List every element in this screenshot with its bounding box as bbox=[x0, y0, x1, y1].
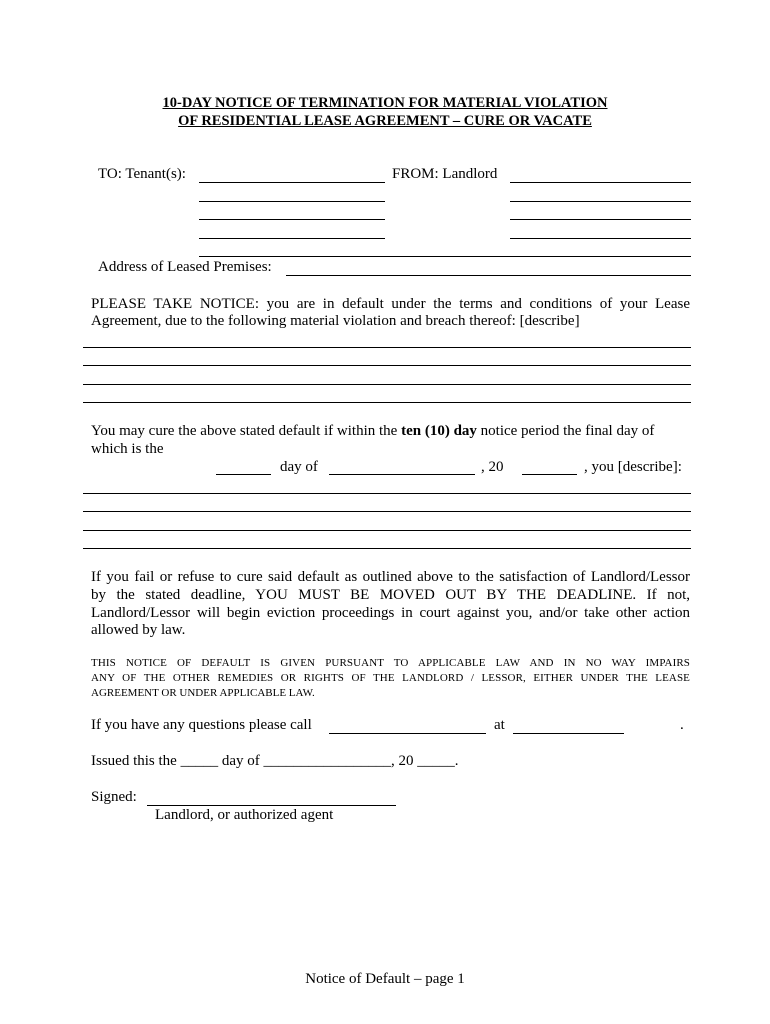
cure-suffix: notice period the final day of bbox=[480, 423, 655, 439]
cure-month-blank[interactable] bbox=[329, 474, 475, 475]
document-title-line-1: 10-DAY NOTICE OF TERMINATION FOR MATERIAL VIOLATION bbox=[162, 95, 608, 111]
failure-line-4: allowed by law. bbox=[91, 622, 186, 638]
cure-year-blank[interactable] bbox=[522, 474, 577, 475]
violation-line-3[interactable] bbox=[83, 384, 691, 385]
violation-line-1[interactable] bbox=[83, 347, 691, 348]
tenant-name-line-1[interactable] bbox=[199, 182, 385, 183]
questions-period: . bbox=[680, 717, 684, 733]
cure-day-of-label: day of bbox=[280, 459, 318, 475]
cure-describe-line-1[interactable] bbox=[83, 493, 691, 494]
cure-describe-line-4[interactable] bbox=[83, 548, 691, 549]
cure-prefix: You may cure the above stated default if within the bbox=[91, 423, 398, 439]
disclaimer-line-1: THIS NOTICE OF DEFAULT IS GIVEN PURSUANT TO APPLICABLE LAW AND IN NO WAY IMPAIRS bbox=[91, 657, 690, 669]
notice-line-1: PLEASE TAKE NOTICE: you are in default under the terms and conditions of your Lease bbox=[91, 296, 690, 312]
signature-line[interactable] bbox=[147, 805, 396, 806]
failure-line-1: If you fail or refuse to cure said default as outlined above to the satisfaction of Landlord/Lessor bbox=[91, 569, 690, 585]
violation-line-4[interactable] bbox=[83, 402, 691, 403]
issued-date-line[interactable]: Issued this the _____ day of _________________, 20 _____. bbox=[91, 753, 459, 769]
landlord-label: FROM: Landlord bbox=[392, 166, 498, 182]
landlord-name-line-1[interactable] bbox=[510, 182, 691, 183]
failure-line-2: by the stated deadline, YOU MUST BE MOVED OUT BY THE DEADLINE. If not, bbox=[91, 587, 690, 603]
questions-contact-blank[interactable] bbox=[329, 733, 486, 734]
tenant-name-line-3[interactable] bbox=[199, 219, 385, 220]
page-footer: Notice of Default – page 1 bbox=[305, 971, 465, 987]
failure-line-3: Landlord/Lessor will begin eviction proceedings in court against you, and/or take other action bbox=[91, 605, 690, 621]
notice-line-2: Agreement, due to the following material violation and breach thereof: [describe] bbox=[91, 313, 580, 329]
parties-separator-line bbox=[199, 256, 691, 257]
signed-label: Signed: bbox=[91, 789, 137, 805]
tenant-name-line-2[interactable] bbox=[199, 201, 385, 202]
document-title-line-2: OF RESIDENTIAL LEASE AGREEMENT – CURE OR VACATE bbox=[178, 113, 592, 129]
questions-phone-blank[interactable] bbox=[513, 733, 624, 734]
premises-label: Address of Leased Premises: bbox=[98, 259, 272, 275]
signature-caption: Landlord, or authorized agent bbox=[155, 807, 334, 823]
tenant-label: TO: Tenant(s): bbox=[98, 166, 186, 182]
cure-describe-label: , you [describe]: bbox=[584, 459, 682, 475]
cure-day-blank[interactable] bbox=[216, 474, 271, 475]
landlord-name-line-2[interactable] bbox=[510, 201, 691, 202]
questions-at-label: at bbox=[494, 717, 505, 733]
violation-line-2[interactable] bbox=[83, 365, 691, 366]
disclaimer-line-3: AGREEMENT OR UNDER APPLICABLE LAW. bbox=[91, 687, 315, 699]
cure-bold-period: ten (10) day bbox=[401, 423, 477, 439]
premises-address-line[interactable] bbox=[286, 275, 691, 276]
cure-describe-line-2[interactable] bbox=[83, 511, 691, 512]
landlord-name-line-3[interactable] bbox=[510, 219, 691, 220]
cure-line-1 bbox=[91, 423, 654, 440]
tenant-name-line-4[interactable] bbox=[199, 238, 385, 239]
cure-year-label: , 20 bbox=[481, 459, 504, 475]
landlord-name-line-4[interactable] bbox=[510, 238, 691, 239]
cure-line-2: which is the bbox=[91, 441, 164, 457]
disclaimer-line-2: ANY OF THE OTHER REMEDIES OR RIGHTS OF THE LANDLORD / LESSOR, EITHER UNDER THE LEASE bbox=[91, 672, 690, 684]
cure-describe-line-3[interactable] bbox=[83, 530, 691, 531]
questions-label: If you have any questions please call bbox=[91, 717, 312, 733]
